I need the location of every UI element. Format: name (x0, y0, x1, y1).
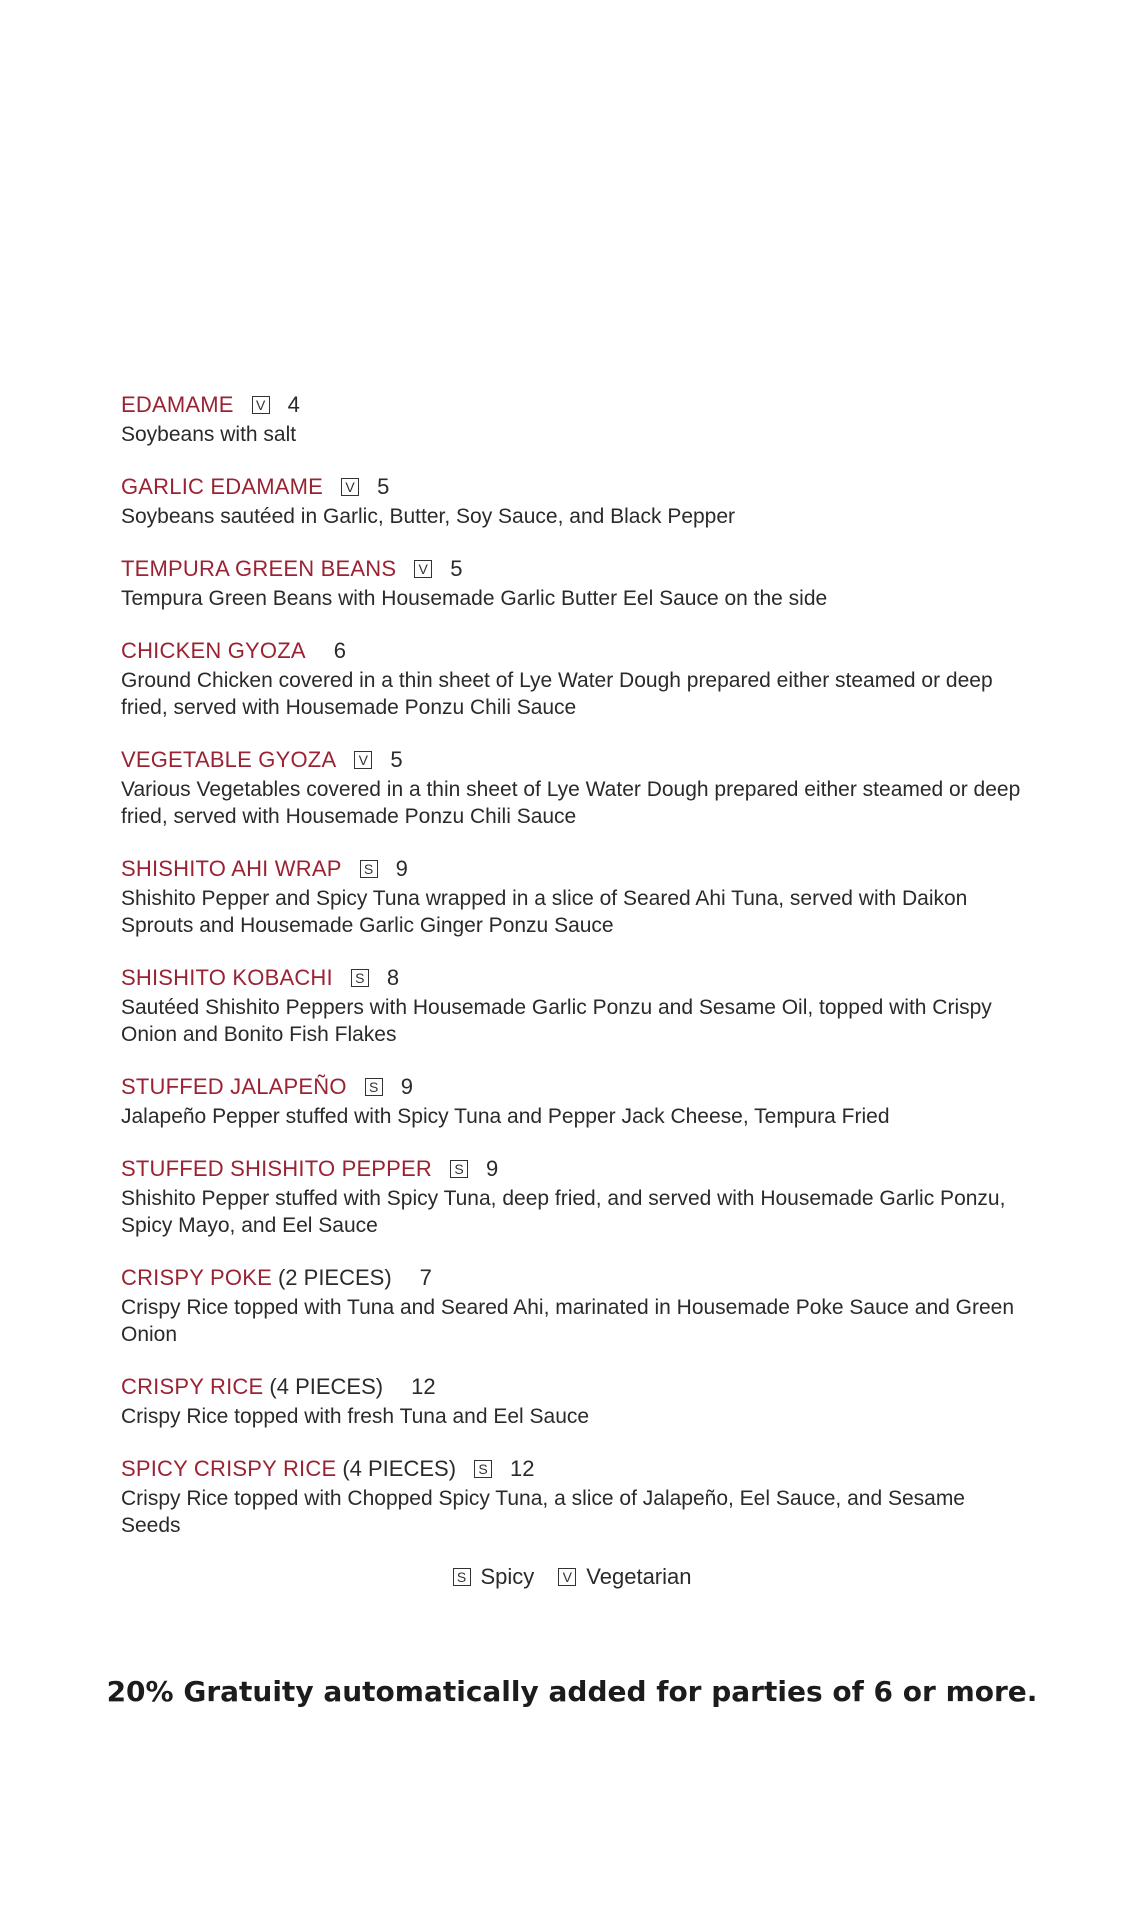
item-description: Shishito Pepper stuffed with Spicy Tuna, deep fried, and served with Housemade Garlic Ponzu, Spicy Mayo, and Eel Sauce (121, 1187, 1006, 1237)
menu-item-header (121, 1454, 1021, 1484)
menu-item (121, 1372, 1021, 1430)
item-price: 5 (390, 747, 403, 772)
item-price: 7 (419, 1265, 432, 1290)
menu-item-header (121, 745, 1021, 775)
spicy-tag: S (365, 1078, 383, 1096)
item-name: CHICKEN GYOZA (121, 638, 306, 663)
legend-vegetarian (558, 1562, 691, 1592)
item-price: 5 (377, 474, 390, 499)
appetizer-menu (121, 390, 1021, 1563)
menu-item-header (121, 1372, 1021, 1402)
menu-item (121, 390, 1021, 448)
legend-vegetarian-label: Vegetarian (586, 1564, 692, 1589)
item-description: Soybeans sautéed in Garlic, Butter, Soy Sauce, and Black Pepper (121, 505, 736, 528)
vegetarian-tag: V (341, 478, 359, 496)
item-description: Ground Chicken covered in a thin sheet of Lye Water Dough prepared either steamed or deep fried, served with Housemade Ponzu Chili Sauce (121, 669, 993, 719)
item-description: Various Vegetables covered in a thin sheet of Lye Water Dough prepared either steamed or deep fried, served with Housemade Ponzu Chili Sauce (121, 778, 1021, 828)
menu-item-header (121, 472, 1021, 502)
item-price: 4 (287, 392, 300, 417)
spicy-tag: S (453, 1568, 471, 1586)
menu-item-header (121, 963, 1021, 993)
vegetarian-tag: V (252, 396, 270, 414)
menu-item (121, 745, 1021, 830)
menu-item (121, 1072, 1021, 1130)
legend-spicy-label: Spicy (480, 1564, 535, 1589)
menu-item-header (121, 636, 1021, 666)
item-description: Sautéed Shishito Peppers with Housemade Garlic Ponzu and Sesame Oil, topped with Crispy Onion and Bonito Fish Flakes (121, 996, 992, 1046)
legend-spicy (453, 1562, 535, 1592)
spicy-tag: S (351, 969, 369, 987)
item-description: Crispy Rice topped with Tuna and Seared Ahi, marinated in Housemade Poke Sauce and Green Onion (121, 1296, 1015, 1346)
item-name: VEGETABLE GYOZA (121, 747, 337, 772)
menu-item (121, 854, 1021, 939)
menu-item (121, 1454, 1021, 1539)
item-quantity: (4 PIECES) (269, 1374, 384, 1399)
item-description: Crispy Rice topped with fresh Tuna and Eel Sauce (121, 1405, 590, 1428)
menu-item (121, 554, 1021, 612)
item-name: CRISPY POKE (121, 1265, 272, 1290)
item-name: EDAMAME (121, 392, 234, 417)
item-name: TEMPURA GREEN BEANS (121, 556, 397, 581)
item-price: 12 (510, 1456, 535, 1481)
item-price: 12 (411, 1374, 436, 1399)
item-quantity: (2 PIECES) (277, 1265, 392, 1290)
spicy-tag: S (360, 860, 378, 878)
vegetarian-tag: V (414, 560, 432, 578)
menu-item (121, 963, 1021, 1048)
item-description: Shishito Pepper and Spicy Tuna wrapped in a slice of Seared Ahi Tuna, served with Daikon Sprouts and Housemade Garlic Ginger Ponzu Sauce (121, 887, 968, 937)
item-name: STUFFED SHISHITO PEPPER (121, 1156, 433, 1181)
item-name: SHISHITO KOBACHI (121, 965, 333, 990)
item-price: 9 (400, 1074, 413, 1099)
item-price: 8 (386, 965, 400, 990)
item-quantity: (4 PIECES) (342, 1456, 457, 1481)
menu-item-header (121, 1072, 1021, 1102)
item-description: Tempura Green Beans with Housemade Garlic Butter Eel Sauce on the side (121, 587, 828, 610)
item-name: CRISPY RICE (121, 1374, 264, 1399)
item-price: 5 (450, 556, 463, 581)
vegetarian-tag: V (558, 1568, 576, 1586)
menu-item (121, 636, 1021, 721)
menu-item (121, 1263, 1021, 1348)
item-price: 6 (333, 638, 346, 663)
spicy-tag: S (450, 1160, 468, 1178)
menu-item (121, 1154, 1021, 1239)
spicy-tag: S (474, 1460, 492, 1478)
item-name: SPICY CRISPY RICE (121, 1456, 337, 1481)
item-price: 9 (395, 856, 408, 881)
menu-item (121, 472, 1021, 530)
menu-item-header (121, 554, 1021, 584)
menu-item-header (121, 1154, 1021, 1184)
gratuity-note: 20% Gratuity automatically added for parties of 6 or more. (106, 1675, 1038, 1708)
item-description: Soybeans with salt (121, 423, 297, 446)
item-name: STUFFED JALAPEÑO (121, 1074, 347, 1099)
vegetarian-tag: V (354, 751, 372, 769)
item-name: SHISHITO AHI WRAP (121, 856, 342, 881)
item-name: GARLIC EDAMAME (121, 474, 324, 499)
menu-item-header (121, 1263, 1021, 1293)
item-description: Crispy Rice topped with Chopped Spicy Tuna, a slice of Jalapeño, Eel Sauce, and Sesame Seeds (121, 1487, 965, 1537)
item-description: Jalapeño Pepper stuffed with Spicy Tuna and Pepper Jack Cheese, Tempura Fried (121, 1105, 890, 1128)
menu-item-header (121, 854, 1021, 884)
dietary-legend (0, 1562, 1144, 1592)
menu-item-header (121, 390, 1021, 420)
item-price: 9 (486, 1156, 499, 1181)
